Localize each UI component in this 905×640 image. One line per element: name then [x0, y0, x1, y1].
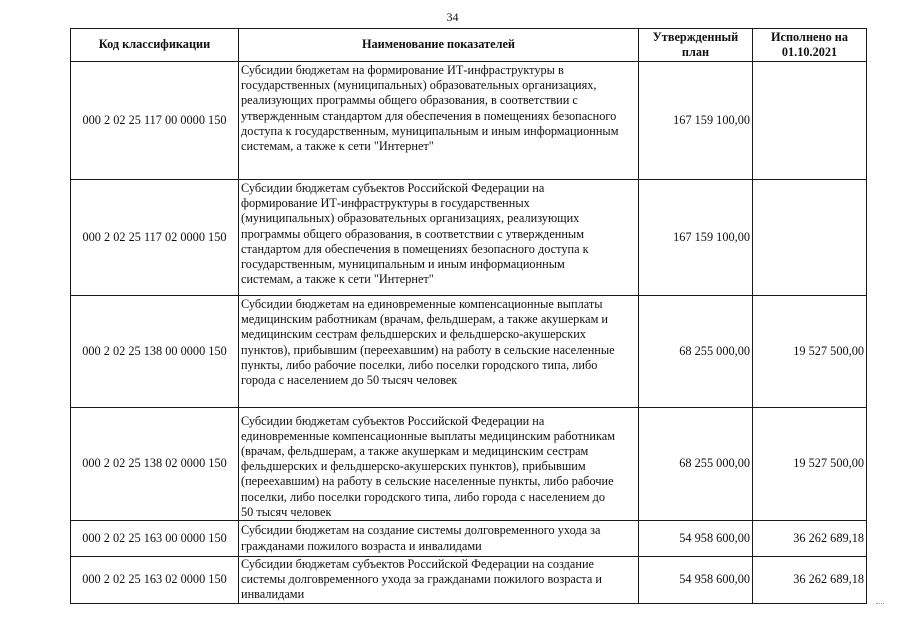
classification-code-cell: 000 2 02 25 163 00 0000 150 [71, 521, 239, 557]
indicator-name-line: системы долговременного ухода за гражданами пожилого возраста и [241, 572, 602, 587]
indicator-name-line: гражданами пожилого возраста и инвалидами [241, 538, 482, 553]
indicator-name-line: (врачам, фельдшерам, а также акушеркам и медицинским сестрам [241, 443, 589, 458]
indicator-name-line: пункты, либо рабочие поселки, либо поселки городского типа, либо [241, 357, 598, 372]
executed-cell: 19 527 500,00 [753, 408, 867, 521]
table-row [71, 557, 867, 604]
indicator-name-line: единовременные компенсационные выплаты медицинским работникам [241, 428, 616, 443]
indicator-name-line: формирование ИТ-инфраструктуры в государственных [241, 196, 530, 211]
indicator-name-line: Субсидии бюджетам субъектов Российской Федерации на [241, 181, 545, 195]
indicator-name-line: государственным, муниципальным и иным информационным [241, 257, 565, 272]
header-code: Код классификации [71, 29, 239, 62]
indicator-name-line: 50 тысяч человек [241, 504, 332, 519]
table-row [71, 62, 867, 180]
executed-cell [753, 62, 867, 180]
indicator-name-line: доступа к государственным, муниципальным и иным информационным [241, 123, 619, 138]
table-row [71, 296, 867, 408]
indicator-name-line: города с населением до 50 тысяч человек [241, 373, 458, 388]
scan-mark [876, 603, 884, 606]
classification-code-cell: 000 2 02 25 117 02 0000 150 [71, 180, 239, 296]
header-done: Исполнено на 01.10.2021 [753, 29, 867, 62]
approved-plan-cell: 68 255 000,00 [639, 408, 753, 521]
indicator-name-cell [239, 408, 639, 521]
indicator-name-line: пунктов), прибывшим (переехавшим) на работу в сельские населенные [241, 342, 615, 357]
indicator-name-line: медицинским работникам (врачам, фельдшерам, а также акушеркам и [241, 312, 609, 327]
header-name: Наименование показателей [239, 29, 639, 62]
indicator-name-line: государственных (муниципальных) образовательных организациях, [241, 78, 597, 93]
approved-plan-cell: 54 958 600,00 [639, 521, 753, 557]
table-row [71, 408, 867, 521]
indicator-name-line: Субсидии бюджетам субъектов Российской Федерации на [241, 413, 545, 428]
indicator-name-line: Субсидии бюджетам на создание системы долговременного ухода за [241, 523, 601, 538]
classification-code-cell: 000 2 02 25 117 00 0000 150 [71, 62, 239, 180]
indicator-name-cell [239, 521, 639, 557]
indicator-name-cell [239, 557, 639, 604]
table-row [71, 521, 867, 557]
indicator-name-line: медицинским сестрам фельдшерских и фельдшерско-акушерских [241, 327, 586, 342]
indicator-name-line: Субсидии бюджетам субъектов Российской Федерации на создание [241, 557, 594, 571]
table-body [71, 62, 867, 604]
budget-revenue-table [70, 28, 867, 604]
approved-plan-cell: 167 159 100,00 [639, 62, 753, 180]
executed-cell: 36 262 689,18 [753, 521, 867, 557]
indicator-name-line: системам, а также к сети "Интернет" [241, 272, 434, 287]
indicator-name-cell [239, 296, 639, 408]
classification-code-cell: 000 2 02 25 163 02 0000 150 [71, 557, 239, 604]
header-plan: Утвержденный план [639, 29, 753, 62]
executed-cell [753, 180, 867, 296]
approved-plan-cell: 167 159 100,00 [639, 180, 753, 296]
executed-cell: 19 527 500,00 [753, 296, 867, 408]
indicator-name-line: программы общего образования, в соответствии с утвержденным [241, 226, 584, 241]
indicator-name-line: реализующих программы общего образования, в соответствии с [241, 93, 578, 108]
table-row [71, 180, 867, 296]
indicator-name-line: системам, а также к сети "Интернет" [241, 139, 434, 154]
indicator-name-line: (переехавшим) на работу в сельские населенные пункты, либо рабочие [241, 474, 614, 489]
executed-cell: 36 262 689,18 [753, 557, 867, 604]
page-number: 34 [446, 10, 459, 24]
table-header-row [71, 29, 867, 62]
indicator-name-line: утвержденным стандартом для обеспечения в помещениях безопасного [241, 108, 617, 123]
indicator-name-line: Субсидии бюджетам на формирование ИТ-инфраструктуры в [241, 63, 564, 77]
indicator-name-line: поселки, либо поселки городского типа, либо города с населением до [241, 489, 606, 504]
indicator-name-line: стандартом для обеспечения в помещениях безопасного доступа к [241, 241, 589, 256]
approved-plan-cell: 68 255 000,00 [639, 296, 753, 408]
indicator-name-cell [239, 62, 639, 180]
indicator-name-cell [239, 180, 639, 296]
approved-plan-cell: 54 958 600,00 [639, 557, 753, 604]
classification-code-cell: 000 2 02 25 138 00 0000 150 [71, 296, 239, 408]
classification-code-cell: 000 2 02 25 138 02 0000 150 [71, 408, 239, 521]
indicator-name-line: Субсидии бюджетам на единовременные компенсационные выплаты [241, 297, 603, 311]
indicator-name-line: (муниципальных) образовательных организациях, реализующих [241, 211, 580, 226]
indicator-name-line: фельдшерских и фельдшерско-акушерских пунктов), прибывшим [241, 459, 586, 474]
indicator-name-line: инвалидами [241, 587, 305, 602]
